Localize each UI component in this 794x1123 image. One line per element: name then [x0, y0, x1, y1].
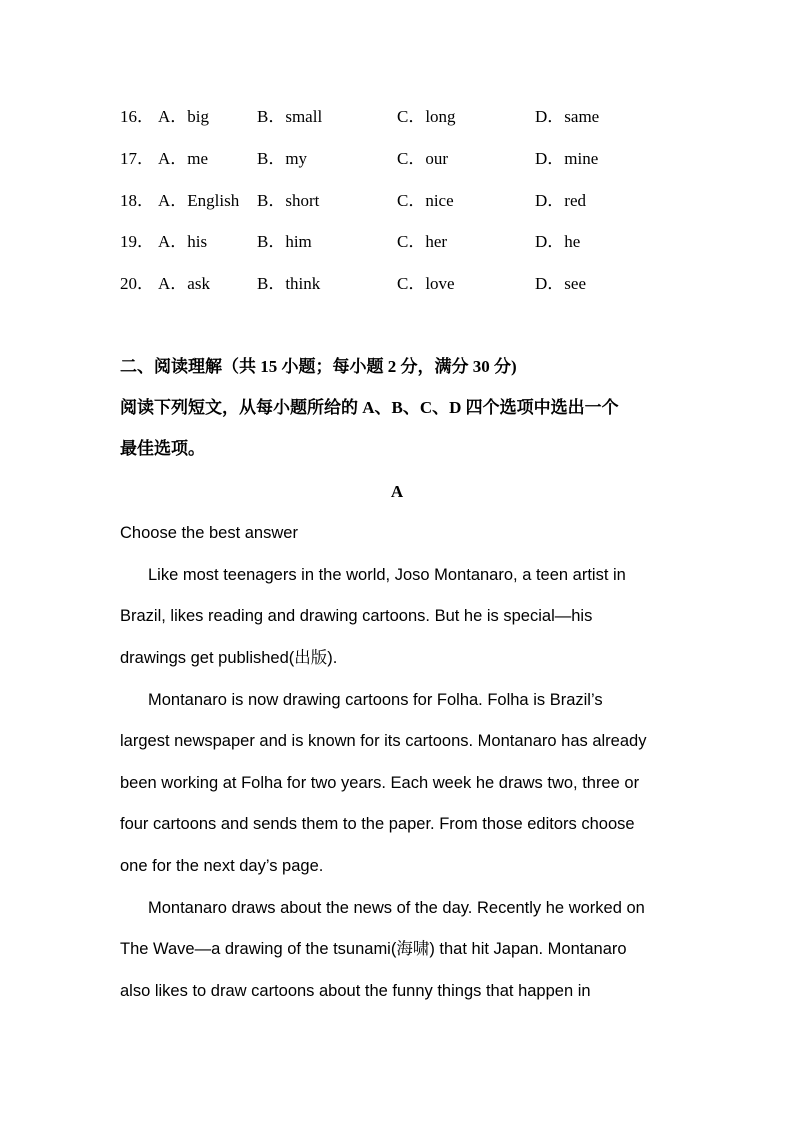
section-instruction-line-1: 阅读下列短文，从每小题所给的 A、B、C、D 四个选项中选出一个 [120, 398, 619, 417]
passage-line: Brazil, likes reading and drawing cartoons. But he is special—his [120, 607, 593, 625]
passage-line: Montanaro draws about the news of the day. Recently he worked on [148, 899, 645, 917]
option-b: B．think [257, 274, 321, 293]
option-c: C．love [397, 274, 455, 293]
section-instruction-line-2: 最佳选项。 [120, 439, 205, 458]
passage-line: been working at Folha for two years. Each week he draws two, three or [120, 774, 640, 792]
option-a: A．English [158, 191, 240, 210]
passage-line: Like most teenagers in the world, Joso Montanaro, a teen artist in [148, 566, 626, 584]
option-a: A．his [158, 232, 208, 251]
question-16 [120, 105, 680, 129]
passage-line: largest newspaper and is known for its cartoons. Montanaro has already [120, 732, 647, 750]
question-19 [120, 230, 680, 254]
passage-label: A [390, 482, 404, 501]
option-d: D．red [535, 191, 586, 210]
option-b: B．short [257, 191, 320, 210]
question-20 [120, 272, 680, 296]
option-d: D．same [535, 107, 600, 126]
option-d: D．he [535, 232, 581, 251]
option-c: C．long [397, 107, 456, 126]
option-c: C．her [397, 232, 448, 251]
option-a: A．ask [158, 274, 210, 293]
option-a: A．big [158, 107, 209, 126]
option-d: D．see [535, 274, 586, 293]
passage-line: The Wave—a drawing of the tsunami(海啸) that hit Japan. Montanaro [120, 940, 627, 958]
option-c: C．our [397, 149, 448, 168]
question-number: 18． [120, 191, 154, 210]
question-17 [120, 147, 680, 171]
section-title: 二、阅读理解（共 15 小题；每小题 2 分，满分 30 分) [120, 357, 517, 376]
option-c: C．nice [397, 191, 454, 210]
passage-line: also likes to draw cartoons about the funny things that happen in [120, 982, 591, 1000]
passage-line: one for the next day’s page. [120, 857, 324, 875]
passage-line: drawings get published(出版). [120, 649, 338, 667]
passage-line: four cartoons and sends them to the paper. From those editors choose [120, 815, 635, 833]
option-b: B．him [257, 232, 312, 251]
passage-subtitle: Choose the best answer [120, 524, 298, 542]
passage-line: Montanaro is now drawing cartoons for Folha. Folha is Brazil’s [148, 691, 603, 709]
question-18 [120, 189, 680, 213]
option-b: B．my [257, 149, 308, 168]
question-number: 19． [120, 232, 154, 251]
question-number: 16． [120, 107, 154, 126]
question-number: 20． [120, 274, 154, 293]
option-b: B．small [257, 107, 323, 126]
question-number: 17． [120, 149, 154, 168]
option-d: D．mine [535, 149, 599, 168]
option-a: A．me [158, 149, 209, 168]
